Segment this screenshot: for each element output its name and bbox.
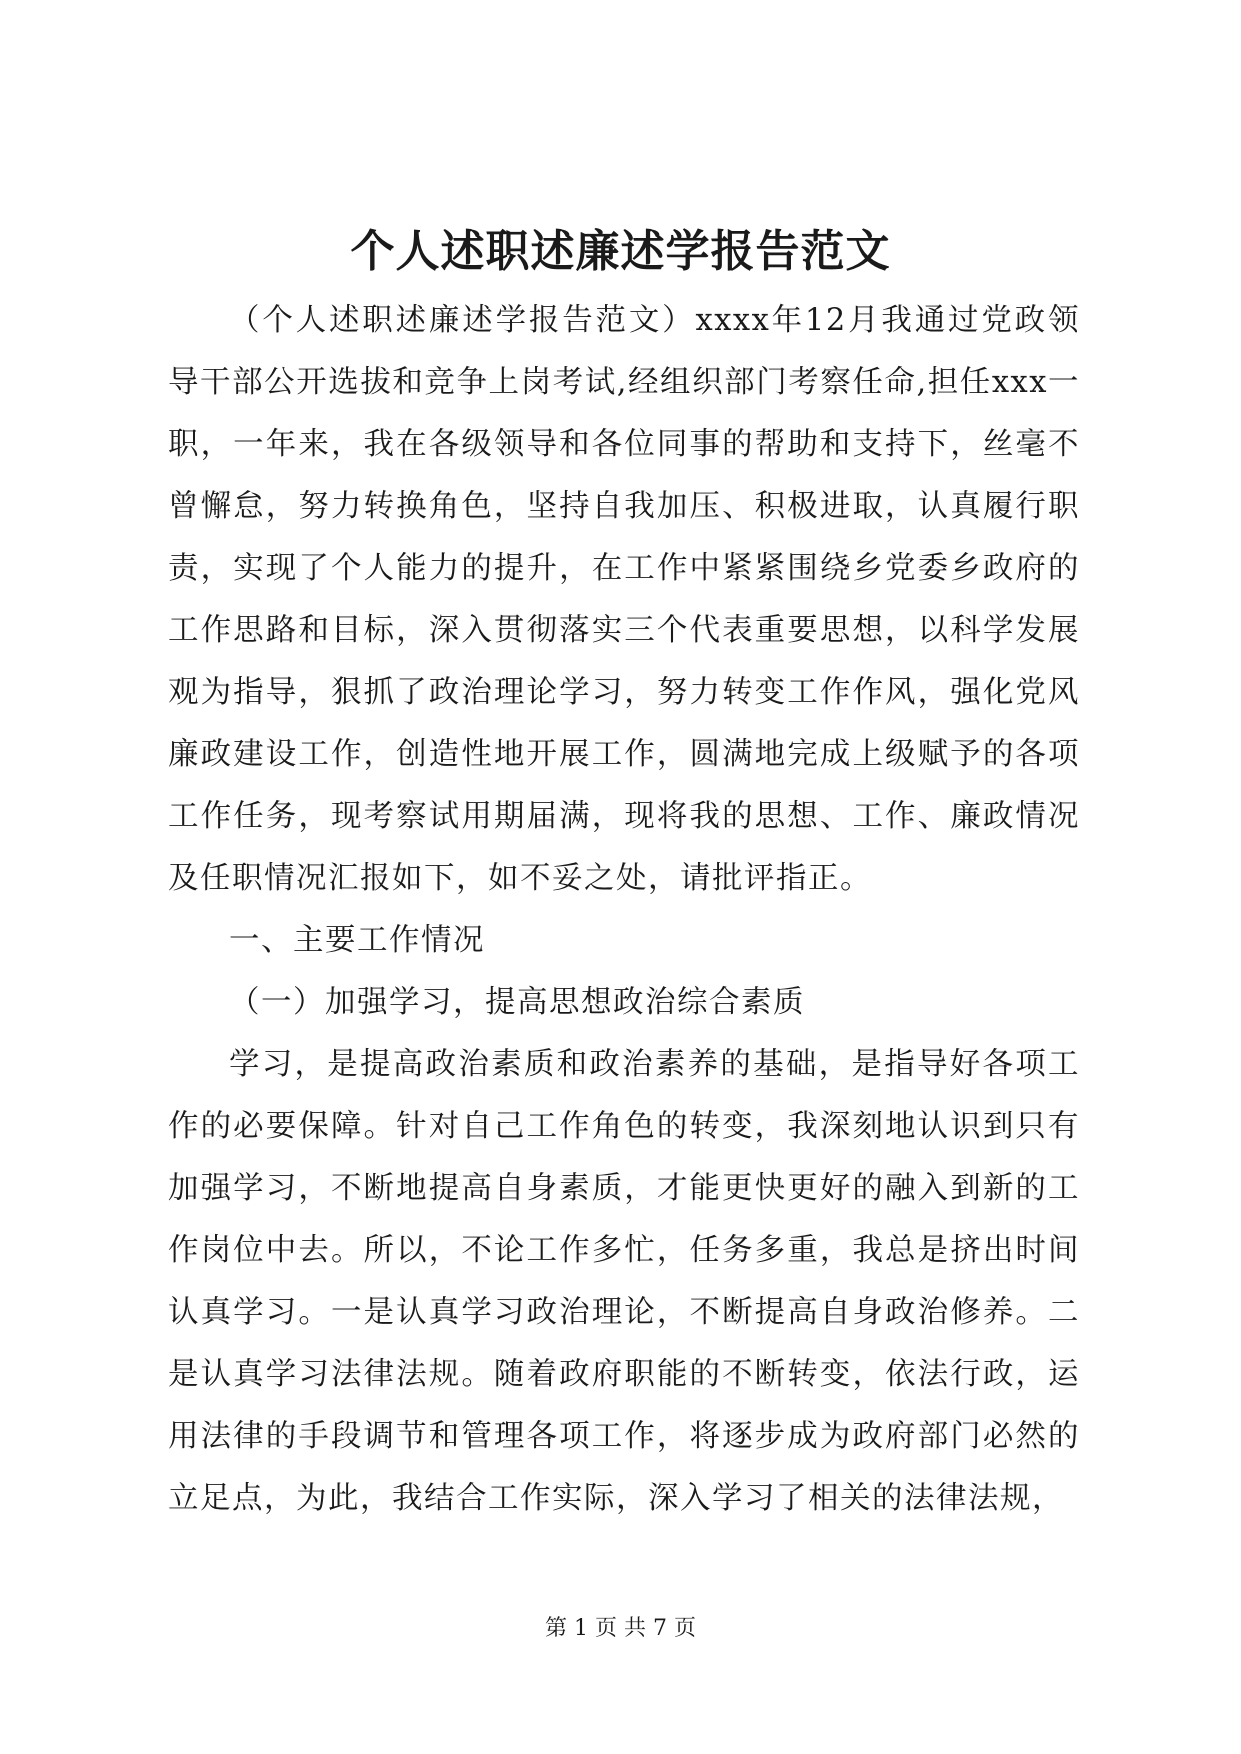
page-footer: 第 1 页 共 7 页 <box>545 1616 696 1641</box>
document-title: 个人述职述廉述学报告范文 <box>350 226 891 277</box>
document-body <box>168 290 1080 1530</box>
subsection-heading: （一）加强学习，提高思想政治综合素质 <box>229 985 805 1020</box>
section-heading: 一、主要工作情况 <box>229 923 485 958</box>
paragraph-intro: （个人述职述廉述学报告范文）xxxx年12月我通过党政领导干部公开选拔和竞争上岗考试,经组织部门考察任命,担任xxx一职，一年来，我在各级领导和各位同事的帮助和支持下，丝毫不曾懈怠，努力转换角色，坚持自我加压、积极进取，认真履行职责，实现了个人能力的提升，在工作中紧紧围绕乡党委乡政府的工作思路和目标，深入贯彻落实三个代表重要思想，以科学发展观为指导，狠抓了政治理论学习，努力转变工作作风，强化党风廉政建设工作，创造性地开展工作，圆满地完成上级赋予的各项工作任务，现考察试用期届满，现将我的思想、工作、廉政情况及任职情况汇报如下，如不妥之处，请批评指正。 <box>168 303 1080 896</box>
paragraph-study: 学习，是提高政治素质和政治素养的基础，是指导好各项工作的必要保障。针对自己工作角色的转变，我深刻地认识到只有加强学习，不断地提高自身素质，才能更快更好的融入到新的工作岗位中去。所以，不论工作多忙，任务多重，我总是挤出时间认真学习。一是认真学习政治理论，不断提高自身政治修养。二是认真学习法律法规。随着政府职能的不断转变，依法行政，运用法律的手段调节和管理各项工作，将逐步成为政府部门必然的立足点，为此，我结合工作实际，深入学习了相关的法律法规， <box>168 1047 1080 1516</box>
